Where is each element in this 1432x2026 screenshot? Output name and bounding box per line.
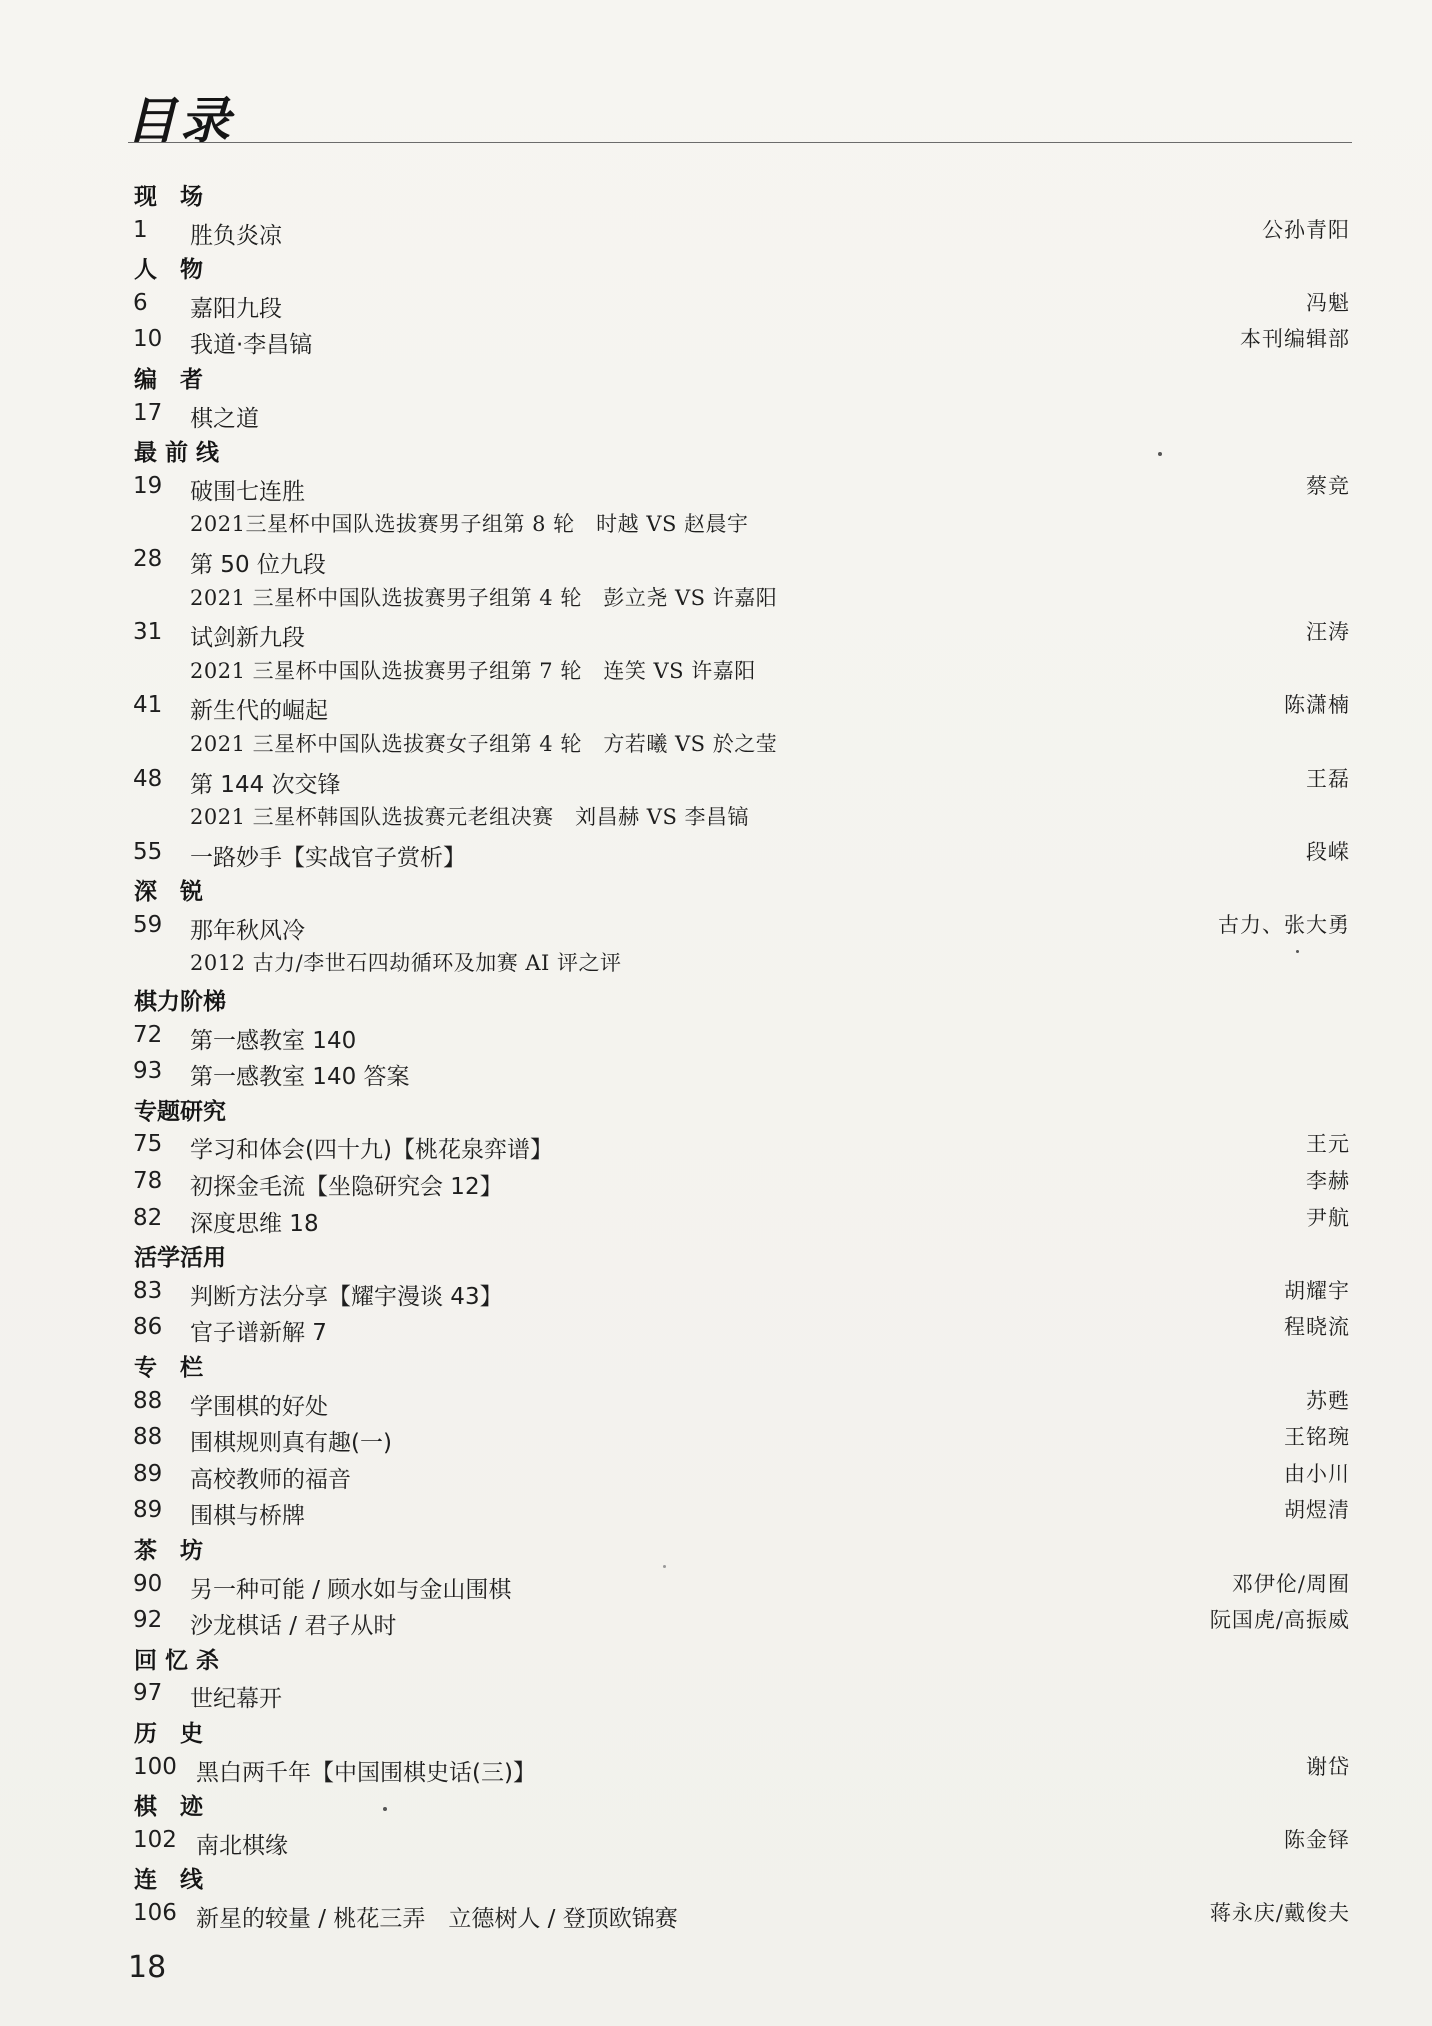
entry-author: 冯魁	[1306, 290, 1350, 315]
entry-title[interactable]: 第一感教室 140 答案	[190, 1064, 410, 1091]
title-divider	[128, 142, 1352, 143]
toc-row	[0, 431, 1432, 468]
toc-row	[0, 1492, 1432, 1529]
toc-row	[0, 248, 1432, 285]
entry-page-number: 28	[133, 545, 163, 572]
toc-row	[0, 980, 1432, 1017]
toc-row	[0, 1346, 1432, 1383]
toc-row	[0, 285, 1432, 322]
toc-row	[0, 1566, 1432, 1603]
section-heading: 最 前 线	[134, 440, 220, 467]
entry-title[interactable]: 黑白两千年【中国围棋史话(三)】	[196, 1759, 536, 1786]
entry-title[interactable]: 我道·李昌镐	[190, 332, 313, 359]
entry-title[interactable]: 试剑新九段	[190, 625, 305, 652]
page-number: 18	[128, 1950, 167, 1985]
toc-row	[0, 1749, 1432, 1786]
entry-title[interactable]: 一路妙手【实战官子赏析】	[190, 844, 466, 871]
entry-author: 尹航	[1306, 1205, 1350, 1230]
toc-row	[0, 1200, 1432, 1237]
entry-title[interactable]: 深度思维 18	[190, 1210, 319, 1237]
section-heading: 深 锐	[134, 879, 203, 906]
entry-page-number: 17	[133, 399, 163, 426]
entry-page-number: 92	[133, 1607, 163, 1634]
entry-page-number: 19	[133, 472, 163, 499]
entry-author: 李赫	[1306, 1169, 1350, 1194]
entry-page-number: 86	[133, 1314, 163, 1341]
entry-page-number: 106	[133, 1899, 177, 1926]
section-heading: 棋 迹	[134, 1794, 203, 1821]
entry-page-number: 31	[133, 619, 163, 646]
entry-title[interactable]: 高校教师的福音	[190, 1466, 351, 1493]
entry-title[interactable]: 南北棋缘	[196, 1832, 288, 1859]
entry-title[interactable]: 胜负炎凉	[190, 222, 282, 249]
entry-title[interactable]: 那年秋风冷	[190, 917, 305, 944]
entry-author: 王元	[1306, 1132, 1350, 1157]
entry-subtitle: 2021 三星杯中国队选拔赛女子组第 4 轮 方若曦 VS 於之莹	[190, 731, 778, 756]
entry-page-number: 75	[133, 1131, 163, 1158]
entry-author: 谢岱	[1306, 1754, 1350, 1779]
section-heading: 现 场	[134, 184, 203, 210]
scan-speck	[1296, 950, 1299, 953]
toc-row	[0, 1895, 1432, 1932]
toc-row	[0, 1273, 1432, 1310]
entry-title[interactable]: 第一感教室 140	[190, 1027, 357, 1054]
toc-row	[0, 321, 1432, 358]
toc-row	[0, 797, 1432, 834]
toc-row	[0, 468, 1432, 505]
toc-row	[0, 1017, 1432, 1054]
toc-row	[0, 1529, 1432, 1566]
entry-author: 汪涛	[1306, 620, 1350, 645]
entry-title[interactable]: 学围棋的好处	[190, 1393, 328, 1420]
entry-page-number: 82	[133, 1204, 163, 1231]
entry-author: 王铭琬	[1284, 1425, 1350, 1450]
toc-row	[0, 1858, 1432, 1895]
entry-subtitle: 2021 三星杯中国队选拔赛男子组第 7 轮 连笑 VS 许嘉阳	[190, 658, 756, 683]
entry-page-number: 1	[133, 216, 148, 243]
entry-subtitle: 2021三星杯中国队选拔赛男子组第 8 轮 时越 VS 赵晨宇	[190, 512, 749, 537]
toc-row	[0, 1126, 1432, 1163]
entry-author: 段嵘	[1306, 839, 1350, 864]
toc-row	[0, 358, 1432, 395]
entry-author: 王磊	[1306, 766, 1350, 791]
entry-title[interactable]: 嘉阳九段	[190, 295, 282, 322]
entry-page-number: 78	[133, 1168, 163, 1195]
entry-page-number: 93	[133, 1058, 163, 1085]
toc-row	[0, 1383, 1432, 1420]
entry-page-number: 100	[133, 1753, 177, 1780]
entry-title[interactable]: 初探金毛流【坐隐研究会 12】	[190, 1174, 503, 1201]
entry-page-number: 10	[133, 326, 163, 353]
entry-page-number: 72	[133, 1021, 163, 1048]
entry-page-number: 83	[133, 1277, 163, 1304]
entry-title[interactable]: 世纪幕开	[190, 1686, 282, 1713]
entry-title[interactable]: 官子谱新解 7	[190, 1320, 327, 1347]
section-heading: 回 忆 杀	[134, 1647, 220, 1674]
toc-row	[0, 1309, 1432, 1346]
entry-page-number: 41	[133, 692, 163, 719]
toc-row	[0, 1053, 1432, 1090]
entry-author: 苏甦	[1306, 1388, 1350, 1413]
entry-page-number: 88	[133, 1424, 163, 1451]
toc-row	[0, 1712, 1432, 1749]
section-heading: 历 史	[134, 1720, 203, 1747]
entry-title[interactable]: 另一种可能 / 顾水如与金山围棋	[190, 1576, 512, 1603]
scan-speck	[383, 1807, 387, 1811]
toc-row	[0, 212, 1432, 249]
entry-title[interactable]: 新星的较量 / 桃花三弄 立德树人 / 登顶欧锦赛	[196, 1905, 678, 1932]
entry-author: 蒋永庆/戴俊夫	[1209, 1900, 1350, 1925]
entry-title[interactable]: 沙龙棋话 / 君子从时	[190, 1613, 397, 1640]
section-heading: 编 者	[134, 366, 203, 393]
toc-row	[0, 1419, 1432, 1456]
entry-author: 陈金铎	[1284, 1827, 1350, 1852]
entry-page-number: 48	[133, 765, 163, 792]
entry-page-number: 89	[133, 1460, 163, 1487]
section-heading: 专 栏	[134, 1355, 203, 1381]
toc-row	[0, 1090, 1432, 1127]
entry-author: 胡耀宇	[1284, 1278, 1350, 1303]
toc-row	[0, 1163, 1432, 1200]
entry-subtitle: 2012 古力/李世石四劫循环及加赛 AI 评之评	[190, 951, 622, 976]
entry-title[interactable]: 第 50 位九段	[190, 551, 326, 578]
entry-page-number: 90	[133, 1570, 163, 1597]
toc-row	[0, 1456, 1432, 1493]
entry-author: 胡煜清	[1284, 1498, 1350, 1523]
toc-row	[0, 834, 1432, 871]
toc-row	[0, 175, 1432, 212]
toc-row	[0, 651, 1432, 688]
section-heading: 茶 坊	[134, 1537, 203, 1564]
section-heading: 连 线	[134, 1867, 203, 1894]
page-title: 目录	[126, 91, 234, 150]
entry-page-number: 89	[133, 1497, 163, 1524]
entry-page-number: 97	[133, 1680, 163, 1707]
entry-page-number: 59	[133, 911, 163, 938]
entry-page-number: 102	[133, 1826, 177, 1853]
entry-author: 陈潇楠	[1284, 693, 1350, 718]
entry-author: 本刊编辑部	[1240, 327, 1350, 352]
entry-title[interactable]: 棋之道	[190, 405, 259, 432]
entry-title[interactable]: 第 144 次交锋	[190, 771, 341, 798]
toc-row	[0, 687, 1432, 724]
entry-author: 古力、张大勇	[1218, 912, 1350, 937]
entry-page-number: 55	[133, 838, 163, 865]
entry-author: 由小川	[1284, 1461, 1350, 1486]
toc-row	[0, 504, 1432, 541]
scan-speck	[663, 1565, 666, 1568]
toc-row	[0, 1822, 1432, 1859]
entry-author: 蔡竞	[1306, 473, 1350, 498]
entry-subtitle: 2021 三星杯韩国队选拔赛元老组决赛 刘昌赫 VS 李昌镐	[190, 805, 750, 830]
toc-row	[0, 907, 1432, 944]
section-heading: 专题研究	[134, 1098, 226, 1125]
entry-author: 阮国虎/高振威	[1209, 1608, 1350, 1633]
entry-title[interactable]: 破围七连胜	[190, 478, 305, 505]
section-heading: 活学活用	[134, 1245, 226, 1272]
table-of-contents	[0, 175, 1432, 1932]
toc-row	[0, 1639, 1432, 1676]
entry-title[interactable]: 围棋与桥牌	[190, 1503, 305, 1530]
entry-title[interactable]: 学习和体会(四十九)【桃花泉弈谱】	[190, 1137, 553, 1164]
toc-row	[0, 541, 1432, 578]
toc-row	[0, 1785, 1432, 1822]
scan-speck	[1158, 452, 1162, 456]
entry-title[interactable]: 新生代的崛起	[190, 698, 328, 725]
entry-subtitle: 2021 三星杯中国队选拔赛男子组第 4 轮 彭立尧 VS 许嘉阳	[190, 585, 778, 610]
entry-author: 公孙青阳	[1262, 217, 1350, 242]
toc-row	[0, 943, 1432, 980]
entry-author: 程晓流	[1284, 1315, 1350, 1340]
toc-row	[0, 870, 1432, 907]
entry-title[interactable]: 判断方法分享【耀宇漫谈 43】	[190, 1283, 503, 1310]
toc-row	[0, 724, 1432, 761]
toc-row	[0, 1675, 1432, 1712]
toc-row	[0, 1236, 1432, 1273]
section-heading: 棋力阶梯	[134, 989, 226, 1016]
toc-row	[0, 614, 1432, 651]
toc-row	[0, 1602, 1432, 1639]
entry-page-number: 88	[133, 1387, 163, 1414]
toc-row	[0, 761, 1432, 798]
entry-author: 邓伊伦/周囿	[1231, 1571, 1350, 1596]
toc-row	[0, 578, 1432, 615]
entry-title[interactable]: 围棋规则真有趣(一)	[190, 1430, 392, 1457]
toc-row	[0, 395, 1432, 432]
entry-page-number: 6	[133, 289, 148, 316]
section-heading: 人 物	[134, 257, 203, 284]
